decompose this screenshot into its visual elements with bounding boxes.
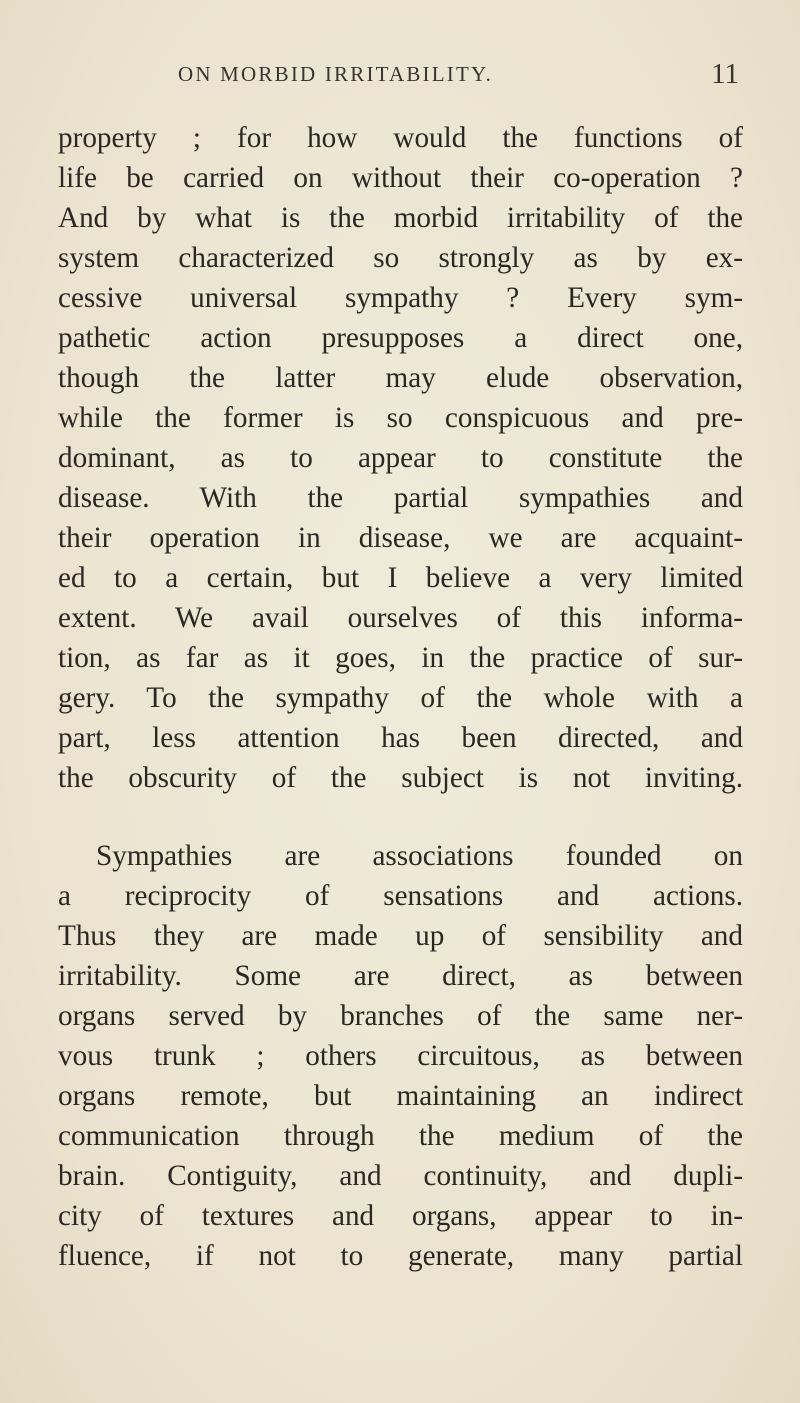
text-line: their operation in disease, we are acquaint- xyxy=(58,522,743,554)
text-line: the obscurity of the subject is not inviting. xyxy=(58,762,743,794)
text-line: ed to a certain, but I believe a very limited xyxy=(58,562,743,594)
text-line: property ; for how would the functions of xyxy=(58,122,743,154)
text-line: organs remote, but maintaining an indirect xyxy=(58,1080,743,1112)
text-line: city of textures and organs, appear to in- xyxy=(58,1200,743,1232)
text-line: organs served by branches of the same ner- xyxy=(58,1000,743,1032)
text-line: tion, as far as it goes, in the practice of sur- xyxy=(58,642,743,674)
page-number: 11 xyxy=(711,58,739,90)
text-line: fluence, if not to generate, many partial xyxy=(58,1240,743,1272)
text-line: vous trunk ; others circuitous, as between xyxy=(58,1040,743,1072)
text-line: while the former is so conspicuous and pre- xyxy=(58,402,743,434)
text-line: gery. To the sympathy of the whole with a xyxy=(58,682,743,714)
text-line: system characterized so strongly as by ex- xyxy=(58,242,743,274)
text-line: And by what is the morbid irritability of the xyxy=(58,202,743,234)
text-line: communication through the medium of the xyxy=(58,1120,743,1152)
text-line: dominant, as to appear to constitute the xyxy=(58,442,743,474)
text-line: part, less attention has been directed, and xyxy=(58,722,743,754)
running-head xyxy=(0,58,800,102)
text-line: extent. We avail ourselves of this informa- xyxy=(58,602,743,634)
running-title: ON MORBID IRRITABILITY. xyxy=(178,62,494,86)
text-line: Thus they are made up of sensibility and xyxy=(58,920,743,952)
text-line: disease. With the partial sympathies and xyxy=(58,482,743,514)
text-line: Sympathies are associations founded on xyxy=(96,840,743,872)
text-line: brain. Contiguity, and continuity, and dupli- xyxy=(58,1160,743,1192)
text-line: though the latter may elude observation, xyxy=(58,362,743,394)
text-line: cessive universal sympathy ? Every sym- xyxy=(58,282,743,314)
text-line: irritability. Some are direct, as between xyxy=(58,960,743,992)
text-line: pathetic action presupposes a direct one, xyxy=(58,322,743,354)
text-line: a reciprocity of sensations and actions. xyxy=(58,880,743,912)
text-line: life be carried on without their co-operation ? xyxy=(58,162,743,194)
